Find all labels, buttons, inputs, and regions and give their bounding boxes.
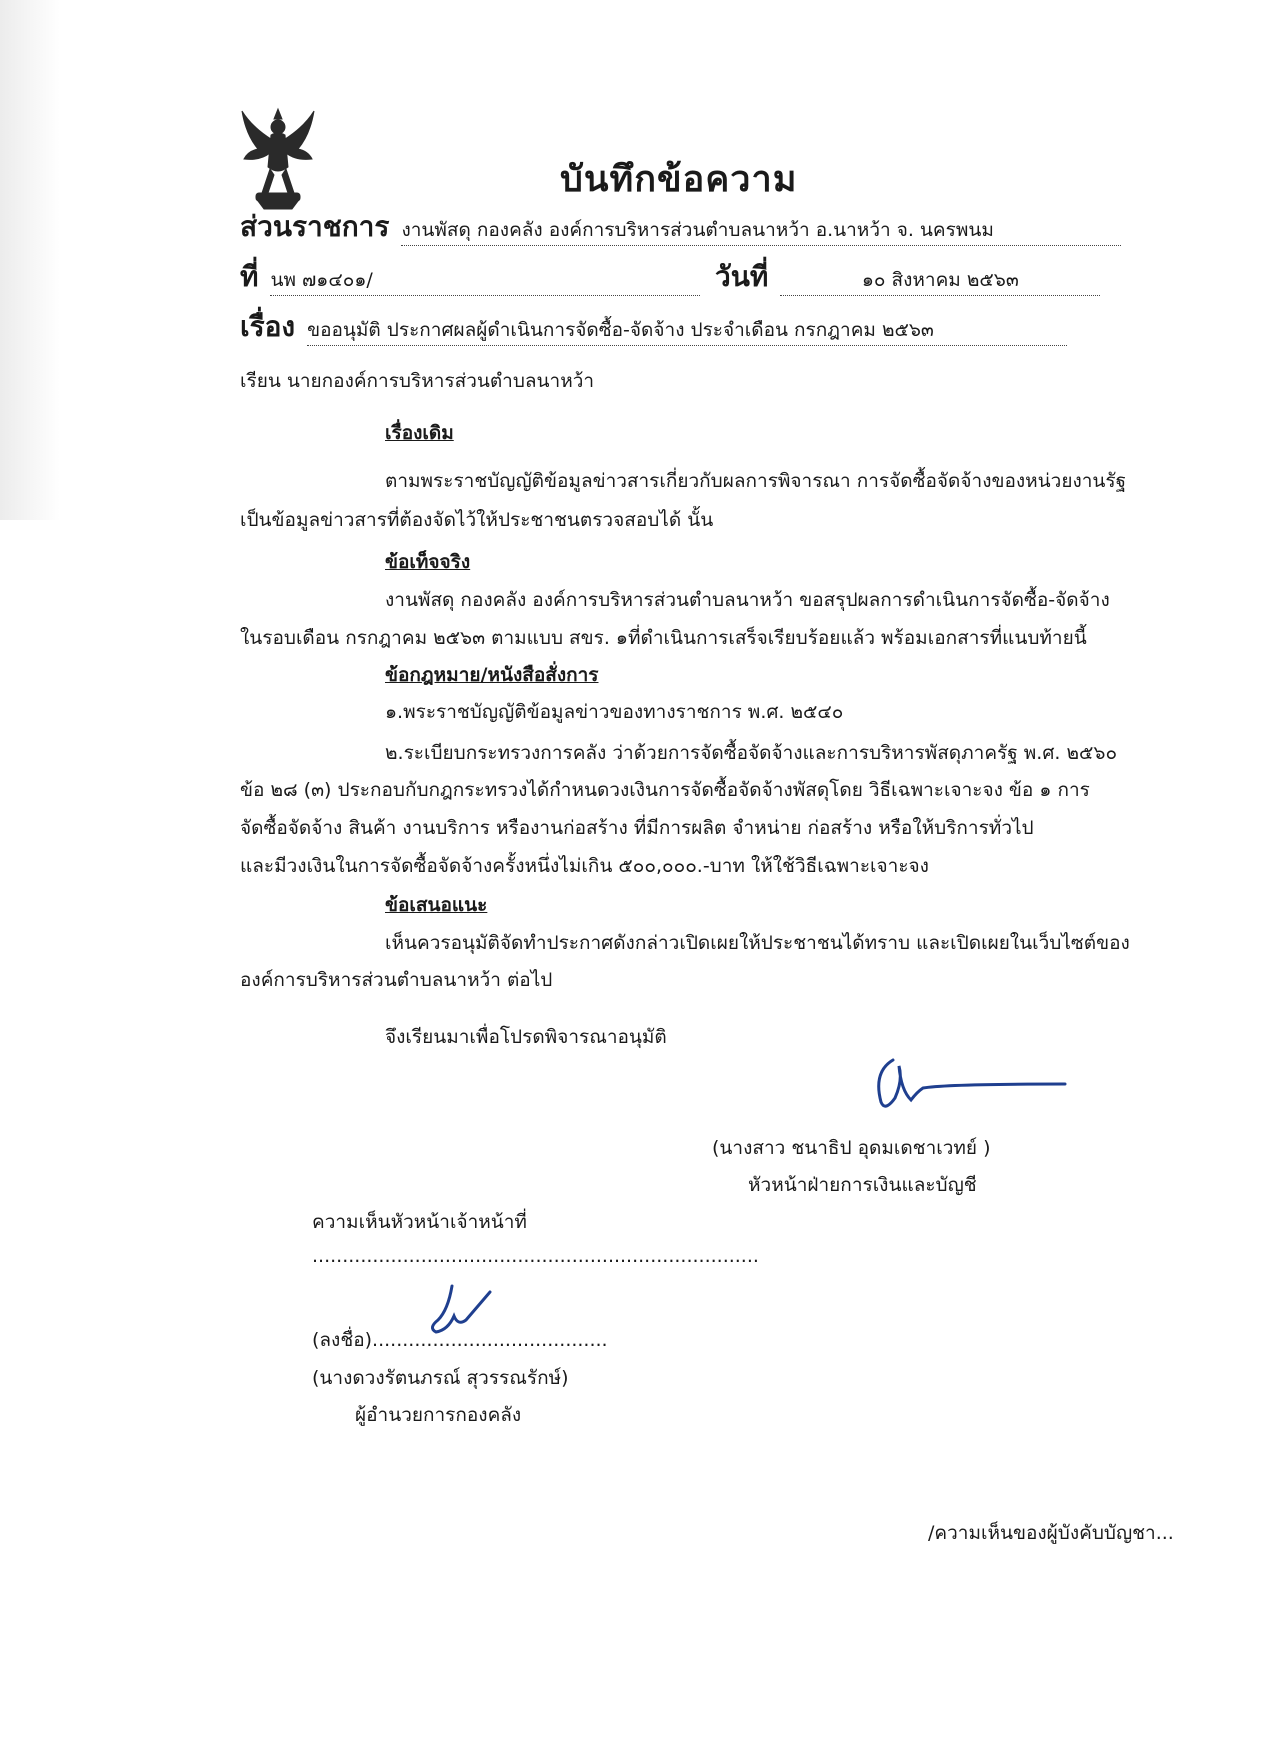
facts-heading: ข้อเท็จจริง [385, 551, 471, 573]
law-item-2-line-4: และมีวงเงินในการจัดซื้อจัดจ้างครั้งหนึ่งไม่เกิน ๕๐๐,๐๐๐.-บาท ให้ใช้วิธีเฉพาะเจาะจง [240, 855, 929, 877]
salutation: เรียน นายกองค์การบริหารส่วนตำบลนาหว้า [240, 370, 595, 392]
subject-value: ขออนุมัติ ประกาศผลผู้ดำเนินการจัดซื้อ-จัดจ้าง ประจำเดือน กรกฎาคม ๒๕๖๓ [307, 315, 1067, 346]
date-row [715, 255, 1100, 299]
subject-row [240, 305, 1067, 349]
reference-value: นพ ๗๑๔๐๑/ [270, 265, 700, 296]
opinion-label: ความเห็นหัวหน้าเจ้าหน้าที่ [312, 1211, 527, 1233]
opinion-signer-position: ผู้อำนวยการกองคลัง [355, 1404, 522, 1426]
opinion-signer-name: (นางดวงรัตนภรณ์ สุวรรณรักษ์) [312, 1367, 569, 1389]
proposal-line-2: องค์การบริหารส่วนตำบลนาหว้า ต่อไป [240, 969, 553, 991]
agency-value: งานพัสดุ กองคลัง องค์การบริหารส่วนตำบลนาหว้า อ.นาหว้า จ. นครพนม [401, 215, 1121, 246]
law-item-2-line-2: ข้อ ๒๘ (๓) ประกอบกับกฎกระทรวงได้กำหนดวงเงินการจัดซื้อจัดจ้างพัสดุโดย วิธีเฉพาะเจาะจง ข้อ ๑ การ [240, 779, 1090, 801]
signer-1-name: (นางสาว ชนาธิป อุดมเดชาเวทย์ ) [712, 1137, 991, 1159]
scan-shadow [0, 0, 60, 520]
reference-label: ที่ [240, 260, 259, 293]
law-item-2-line-3: จัดซื้อจัดจ้าง สินค้า งานบริการ หรืองานก่อสร้าง ที่มีการผลิต จำหน่าย ก่อสร้าง หรือให้บริการทั่วไป [240, 817, 1034, 839]
date-label: วันที่ [715, 260, 769, 293]
signer-1-position: หัวหน้าฝ่ายการเงินและบัญชี [748, 1174, 977, 1196]
opinion-sign-line: (ลงชื่อ)....................................... [312, 1329, 608, 1351]
agency-row [240, 205, 1121, 249]
date-value: ๑๐ สิงหาคม ๒๕๖๓ [780, 265, 1100, 296]
closing-line: จึงเรียนมาเพื่อโปรดพิจารณาอนุมัติ [385, 1026, 667, 1048]
background-line-2: เป็นข้อมูลข่าวสารที่ต้องจัดไว้ให้ประชาชนตรวจสอบได้ นั้น [240, 509, 714, 531]
facts-line-2: ในรอบเดือน กรกฎาคม ๒๕๖๓ ตามแบบ สขร. ๑ที่ดำเนินการเสร็จเรียบร้อยแล้ว พร้อมเอกสารที่แนบท้ายนี้ [240, 627, 1087, 649]
opinion-dotted-line: .......................................................................... [312, 1245, 759, 1267]
law-item-2-line-1: ๒.ระเบียบกระทรวงการคลัง ว่าด้วยการจัดซื้อจัดจ้างและการบริหารพัสดุภาครัฐ พ.ศ. ๒๕๖๐ [385, 742, 1118, 764]
law-heading: ข้อกฎหมาย/หนังสือสั่งการ [385, 664, 599, 686]
facts-line-1: งานพัสดุ กองคลัง องค์การบริหารส่วนตำบลนาหว้า ขอสรุปผลการดำเนินการจัดซื้อ-จัดจ้าง [385, 589, 1110, 611]
proposal-heading: ข้อเสนอแนะ [385, 894, 488, 916]
subject-label: เรื่อง [240, 310, 296, 343]
background-heading: เรื่องเดิม [385, 422, 454, 444]
signature-1-icon [865, 1050, 1075, 1120]
law-item-1: ๑.พระราชบัญญัติข้อมูลข่าวของทางราชการ พ.ศ. ๒๕๔๐ [385, 701, 844, 723]
continuation-footer: /ความเห็นของผู้บังคับบัญชา... [928, 1522, 1174, 1544]
garuda-emblem-icon [238, 105, 318, 215]
background-line-1: ตามพระราชบัญญัติข้อมูลข่าวสารเกี่ยวกับผลการพิจารณา การจัดซื้อจัดจ้างของหน่วยงานรัฐ [385, 470, 1127, 492]
memo-title: บันทึกข้อความ [560, 159, 798, 200]
reference-row [240, 255, 700, 299]
proposal-line-1: เห็นควรอนุมัติจัดทำประกาศดังกล่าวเปิดเผยให้ประชาชนได้ทราบ และเปิดเผยในเว็บไซต์ของ [385, 932, 1130, 954]
agency-label: ส่วนราชการ [240, 210, 390, 243]
